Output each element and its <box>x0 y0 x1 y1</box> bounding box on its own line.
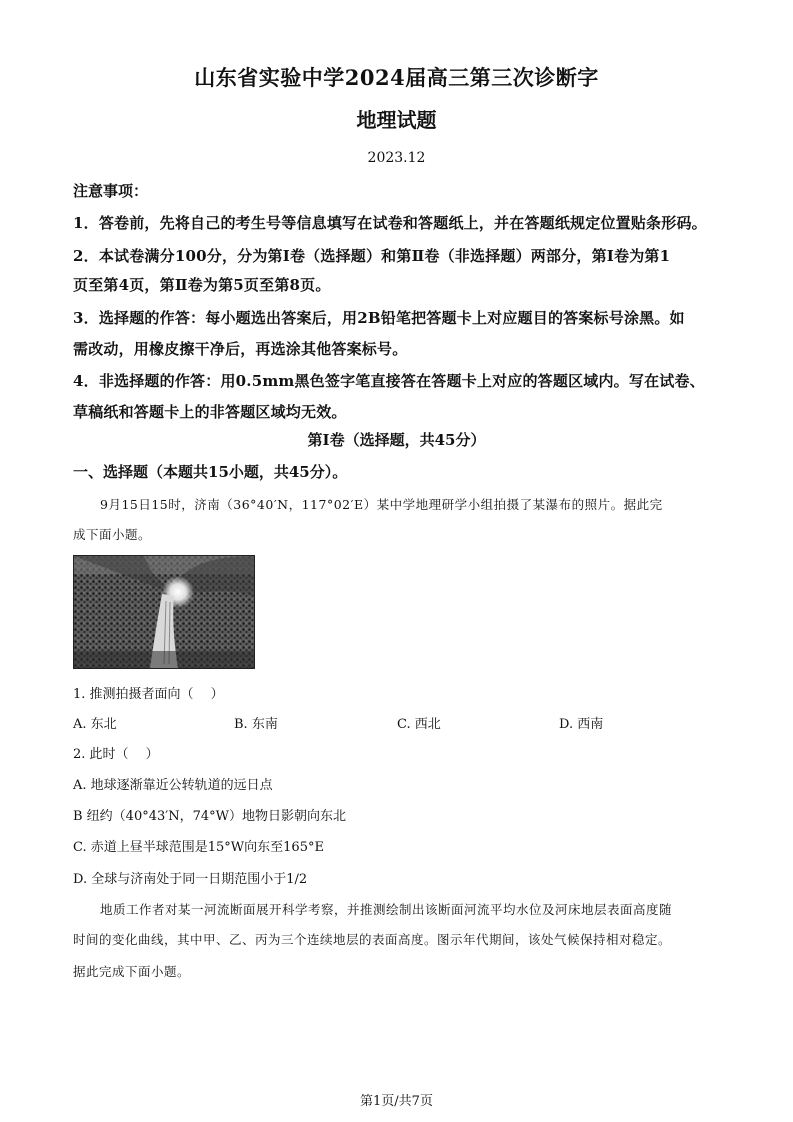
notice-line: 1．答卷前，先将自己的考生号等信息填写在试卷和答题纸上，并在答题纸规定位置贴条形码。 <box>73 214 707 232</box>
option-d: D. 全球与济南处于同一日期范围小于1/2 <box>73 872 308 887</box>
section-title: 一、选择题（本题共15小题，共45分）。 <box>73 463 348 481</box>
notice-line: 3．选择题的作答：每小题选出答案后，用2B铅笔把答题卡上对应题目的答案标号涂黑。如 <box>73 309 685 327</box>
volume-title: 第Ⅰ卷（选择题，共45分） <box>307 431 486 449</box>
question-stem: 2. 此时（ ） <box>73 747 159 762</box>
question-stem: 1. 推测拍摄者面向（ ） <box>73 687 224 702</box>
page-number: 第1页/共7页 <box>360 1094 433 1109</box>
option-b: B. 东南 <box>234 717 278 732</box>
passage-line: 时间的变化曲线，其中甲、乙、丙为三个连续地层的表面高度。图示年代期间，该处气候保持相对稳定。 <box>73 932 672 947</box>
passage-line: 9月15日15时，济南（36°40′N，117°02′E）某中学地理研学小组拍摄了某瀑布的照片。据此完 <box>100 497 663 512</box>
option-c: C. 西北 <box>397 717 441 732</box>
exam-date: 2023.12 <box>367 150 426 166</box>
option-b: B 纽约（40°43′N，74°W）地物日影朝向东北 <box>73 809 347 824</box>
waterfall-photo <box>73 555 255 669</box>
notice-line: 草稿纸和答题卡上的非答题区域均无效。 <box>73 403 347 421</box>
option-a: A. 东北 <box>73 717 117 732</box>
passage-line: 地质工作者对某一河流断面展开科学考察，并推测绘制出该断面河流平均水位及河床地层表面高度随 <box>100 902 673 917</box>
passage-line: 据此完成下面小题。 <box>73 964 191 979</box>
option-a: A. 地球逐渐靠近公转轨道的远日点 <box>73 778 273 793</box>
subject-title: 地理试题 <box>356 108 437 132</box>
notice-line: 页至第4页，第Ⅱ卷为第5页至第8页。 <box>73 276 331 294</box>
notice-line: 2．本试卷满分100分，分为第Ⅰ卷（选择题）和第Ⅱ卷（非选择题）两部分，第Ⅰ卷为第1 <box>73 247 671 265</box>
exam-title: 山东省实验中学2024届高三第三次诊断字 <box>194 65 599 90</box>
notice-line: 4．非选择题的作答：用0.5mm黑色签字笔直接答在答题卡上对应的答题区域内。写在试卷、 <box>73 372 705 390</box>
option-c: C. 赤道上昼半球范围是15°W向东至165°E <box>73 840 324 855</box>
passage-line: 成下面小题。 <box>73 527 152 542</box>
option-d: D. 西南 <box>559 717 604 732</box>
notice-line: 需改动，用橡皮擦干净后，再选涂其他答案标号。 <box>73 340 408 358</box>
notice-heading: 注意事项： <box>73 182 149 200</box>
